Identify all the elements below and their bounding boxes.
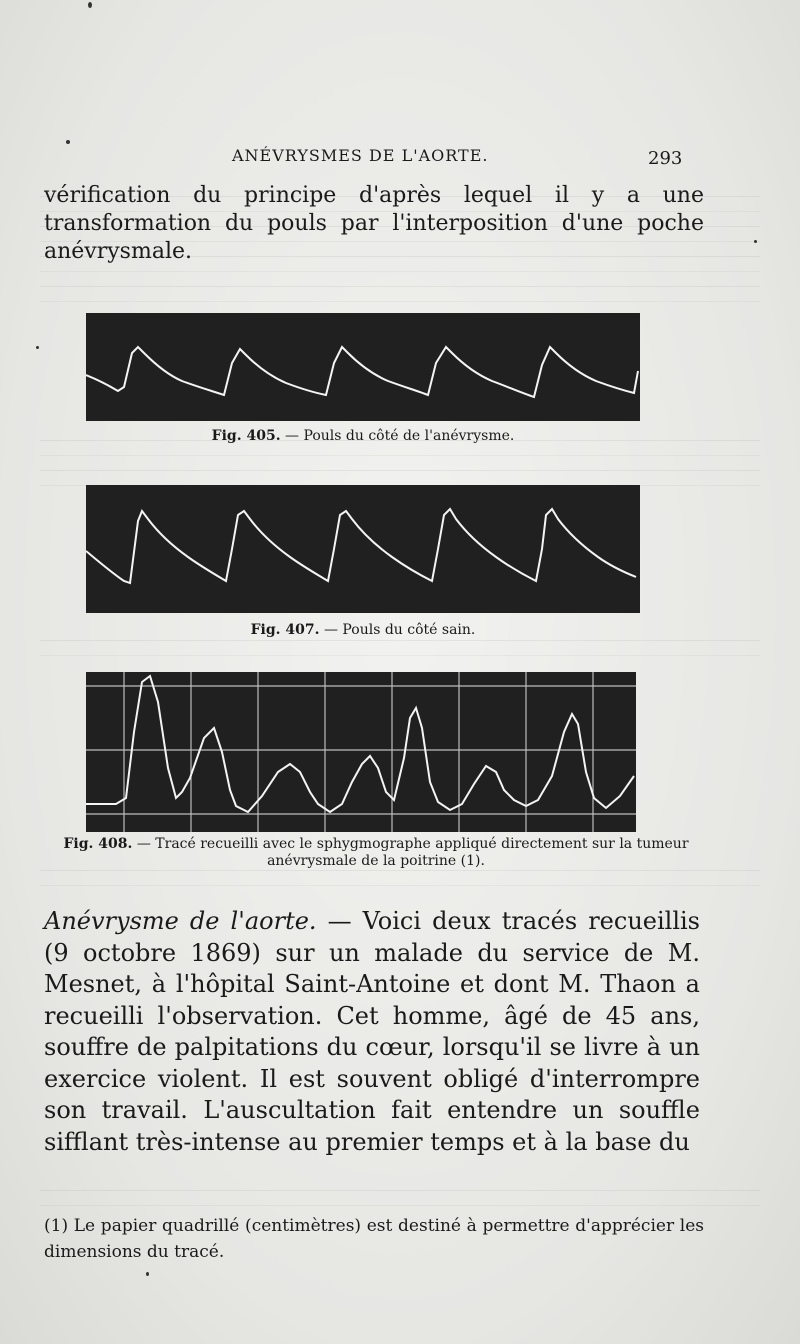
footnote: (1) Le papier quadrillé (centimètres) est destiné à permettre d'apprécier les dimensions du tracé. [44,1216,704,1262]
bleed-through [40,286,760,302]
grid-lines [86,672,636,832]
bleed-through [40,640,760,656]
figure-408-trace [86,672,636,832]
ink-speck [88,2,92,8]
ink-speck [754,240,757,243]
figure-407-caption [86,622,640,639]
ink-speck [66,140,70,144]
trace-line [86,347,638,397]
figure-405-caption [86,428,640,445]
bleed-through [40,470,760,486]
italic-lead: Anévrysme de l'aorte. [44,907,317,935]
page-header [0,146,800,170]
ink-speck [146,1272,149,1276]
pulse-trace-aneurysm [86,313,640,421]
paragraph-body: — Voici deux tracés recueillis (9 octobre 1869) sur un malade du service de M. Mesnet, à l'hôpital Saint-Antoine et dont M. Thaon a recueilli l'observation. Cet homme, âgé de 45 ans, souffre de palpitations du cœur, lorsqu'il se livre à un exercice violent. Il est souvent obligé d'interrompre son travail. L'auscultation fait entendre un souffle sifflant très-intense au premier temps et à la base du [44,907,700,1156]
figure-408-caption [56,836,696,870]
trace-line [86,676,634,812]
trace-line [86,509,636,583]
figure-407-trace [86,485,640,613]
page-number: 293 [648,148,683,169]
caption-label: Fig. 408. [63,836,133,852]
ink-speck [36,346,39,349]
caption-label: Fig. 407. [250,622,320,638]
sphygmograph-trace-grid [86,672,636,832]
caption-text: — Pouls du côté de l'anévrysme. [280,428,515,444]
intro-paragraph: vérification du principe d'après lequel il y a une transformation du pouls par l'interposition d'une poche anévrysmale. [44,183,704,264]
bleed-through [40,1190,760,1206]
pulse-trace-healthy [86,485,640,613]
figure-405-trace [86,313,640,421]
caption-text: — Pouls du côté sain. [319,622,476,638]
caption-label: Fig. 405. [211,428,281,444]
caption-text: — Tracé recueilli avec le sphygmographe appliqué directement sur la tumeur anévrysmale de la poitrine (1). [132,836,689,869]
bleed-through [40,870,760,886]
main-paragraph [44,906,700,1158]
running-head: ANÉVRYSMES DE L'AORTE. [232,146,489,165]
